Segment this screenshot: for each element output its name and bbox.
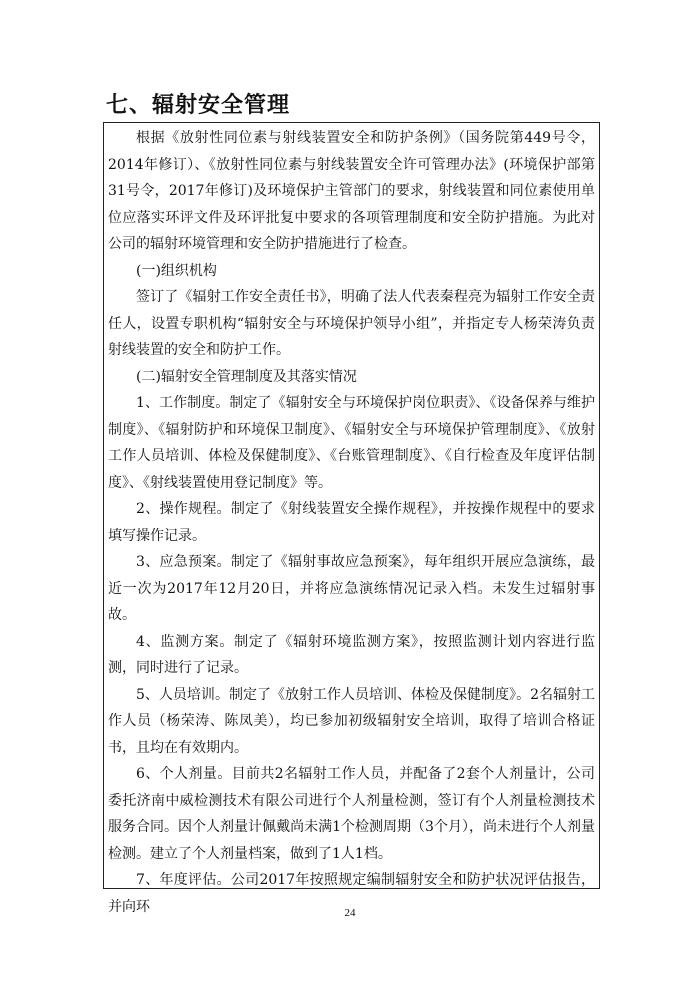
- paragraph-staff-training: 5、人员培训。制定了《放射工作人员培训、体检及保健制度》。2名辐射工作人员（杨荣涛、陈凤美），均已参加初级辐射安全培训，取得了培训合格证书，且均在有效期内。: [108, 686, 595, 756]
- section-title: 七、辐射安全管理: [106, 93, 291, 118]
- paragraph-operating-rules: 2、操作规程。制定了《射线装置安全操作规程》，并按操作规程中的要求填写操作记录。: [108, 501, 595, 544]
- paragraph-emergency-plan: 3、应急预案。制定了《辐射事故应急预案》，每年组织开展应急演练，最近一次为2017年12月20日，并将应急演练情况记录入档。未发生过辐射事故。: [108, 554, 595, 623]
- heading-organization: (一)组织机构: [136, 262, 217, 279]
- page-number: 24: [344, 907, 356, 919]
- paragraph-monitoring-plan: 4、监测方案。制定了《辐射环境监测方案》，按照监测计划内容进行监测，同时进行了记录。: [108, 633, 595, 676]
- paragraph-organization: 签订了《辐射工作安全责任书》，明确了法人代表秦程亮为辐射工作安全责任人，设置专职机构“辐射安全与环境保护领导小组”，并指定专人杨荣涛负责射线装置的安全和防护工作。: [108, 289, 595, 358]
- paragraph-personal-dose: 6、个人剂量。目前共2名辐射工作人员，并配备了2套个人剂量计，公司委托济南中威检测技术有限公司进行个人剂量检测，签订有个人剂量检测技术服务合同。因个人剂量计佩戴尚未满1个检测周期（3个月），尚未进行个人剂量检测。建立了个人剂量档案，做到了1人1档。: [108, 766, 595, 862]
- heading-management-system: (二)辐射安全管理制度及其落实情况: [136, 368, 357, 385]
- paragraph-work-system: 1、工作制度。制定了《辐射安全与环境保护岗位职责》、《设备保养与维护制度》、《辐射防护和环境保卫制度》、《辐射安全与环境保护管理制度》、《放射工作人员培训、体检及保健制度》、《台账管理制度》、《自行检查及年度评估制度》、《射线装置使用登记制度》等。: [108, 395, 595, 491]
- content-body: [104, 123, 599, 920]
- paragraph-annual-assessment: 7、年度评估。公司2017年按照规定编制辐射安全和防护状况评估报告，并向环: [108, 872, 595, 915]
- paragraph-intro: 根据《放射性同位素与射线装置安全和防护条例》（国务院第449号令，2014年修订）、《放射性同位素与射线装置安全许可管理办法》(环境保护部第31号令，2017年修订)及环境保护主管部门的要求，射线装置和同位素使用单位应落实环评文件及环评批复中要求的各项管理制度和安全防护措施。为此对公司的辐射环境管理和安全防护措施进行了检查。: [108, 130, 595, 252]
